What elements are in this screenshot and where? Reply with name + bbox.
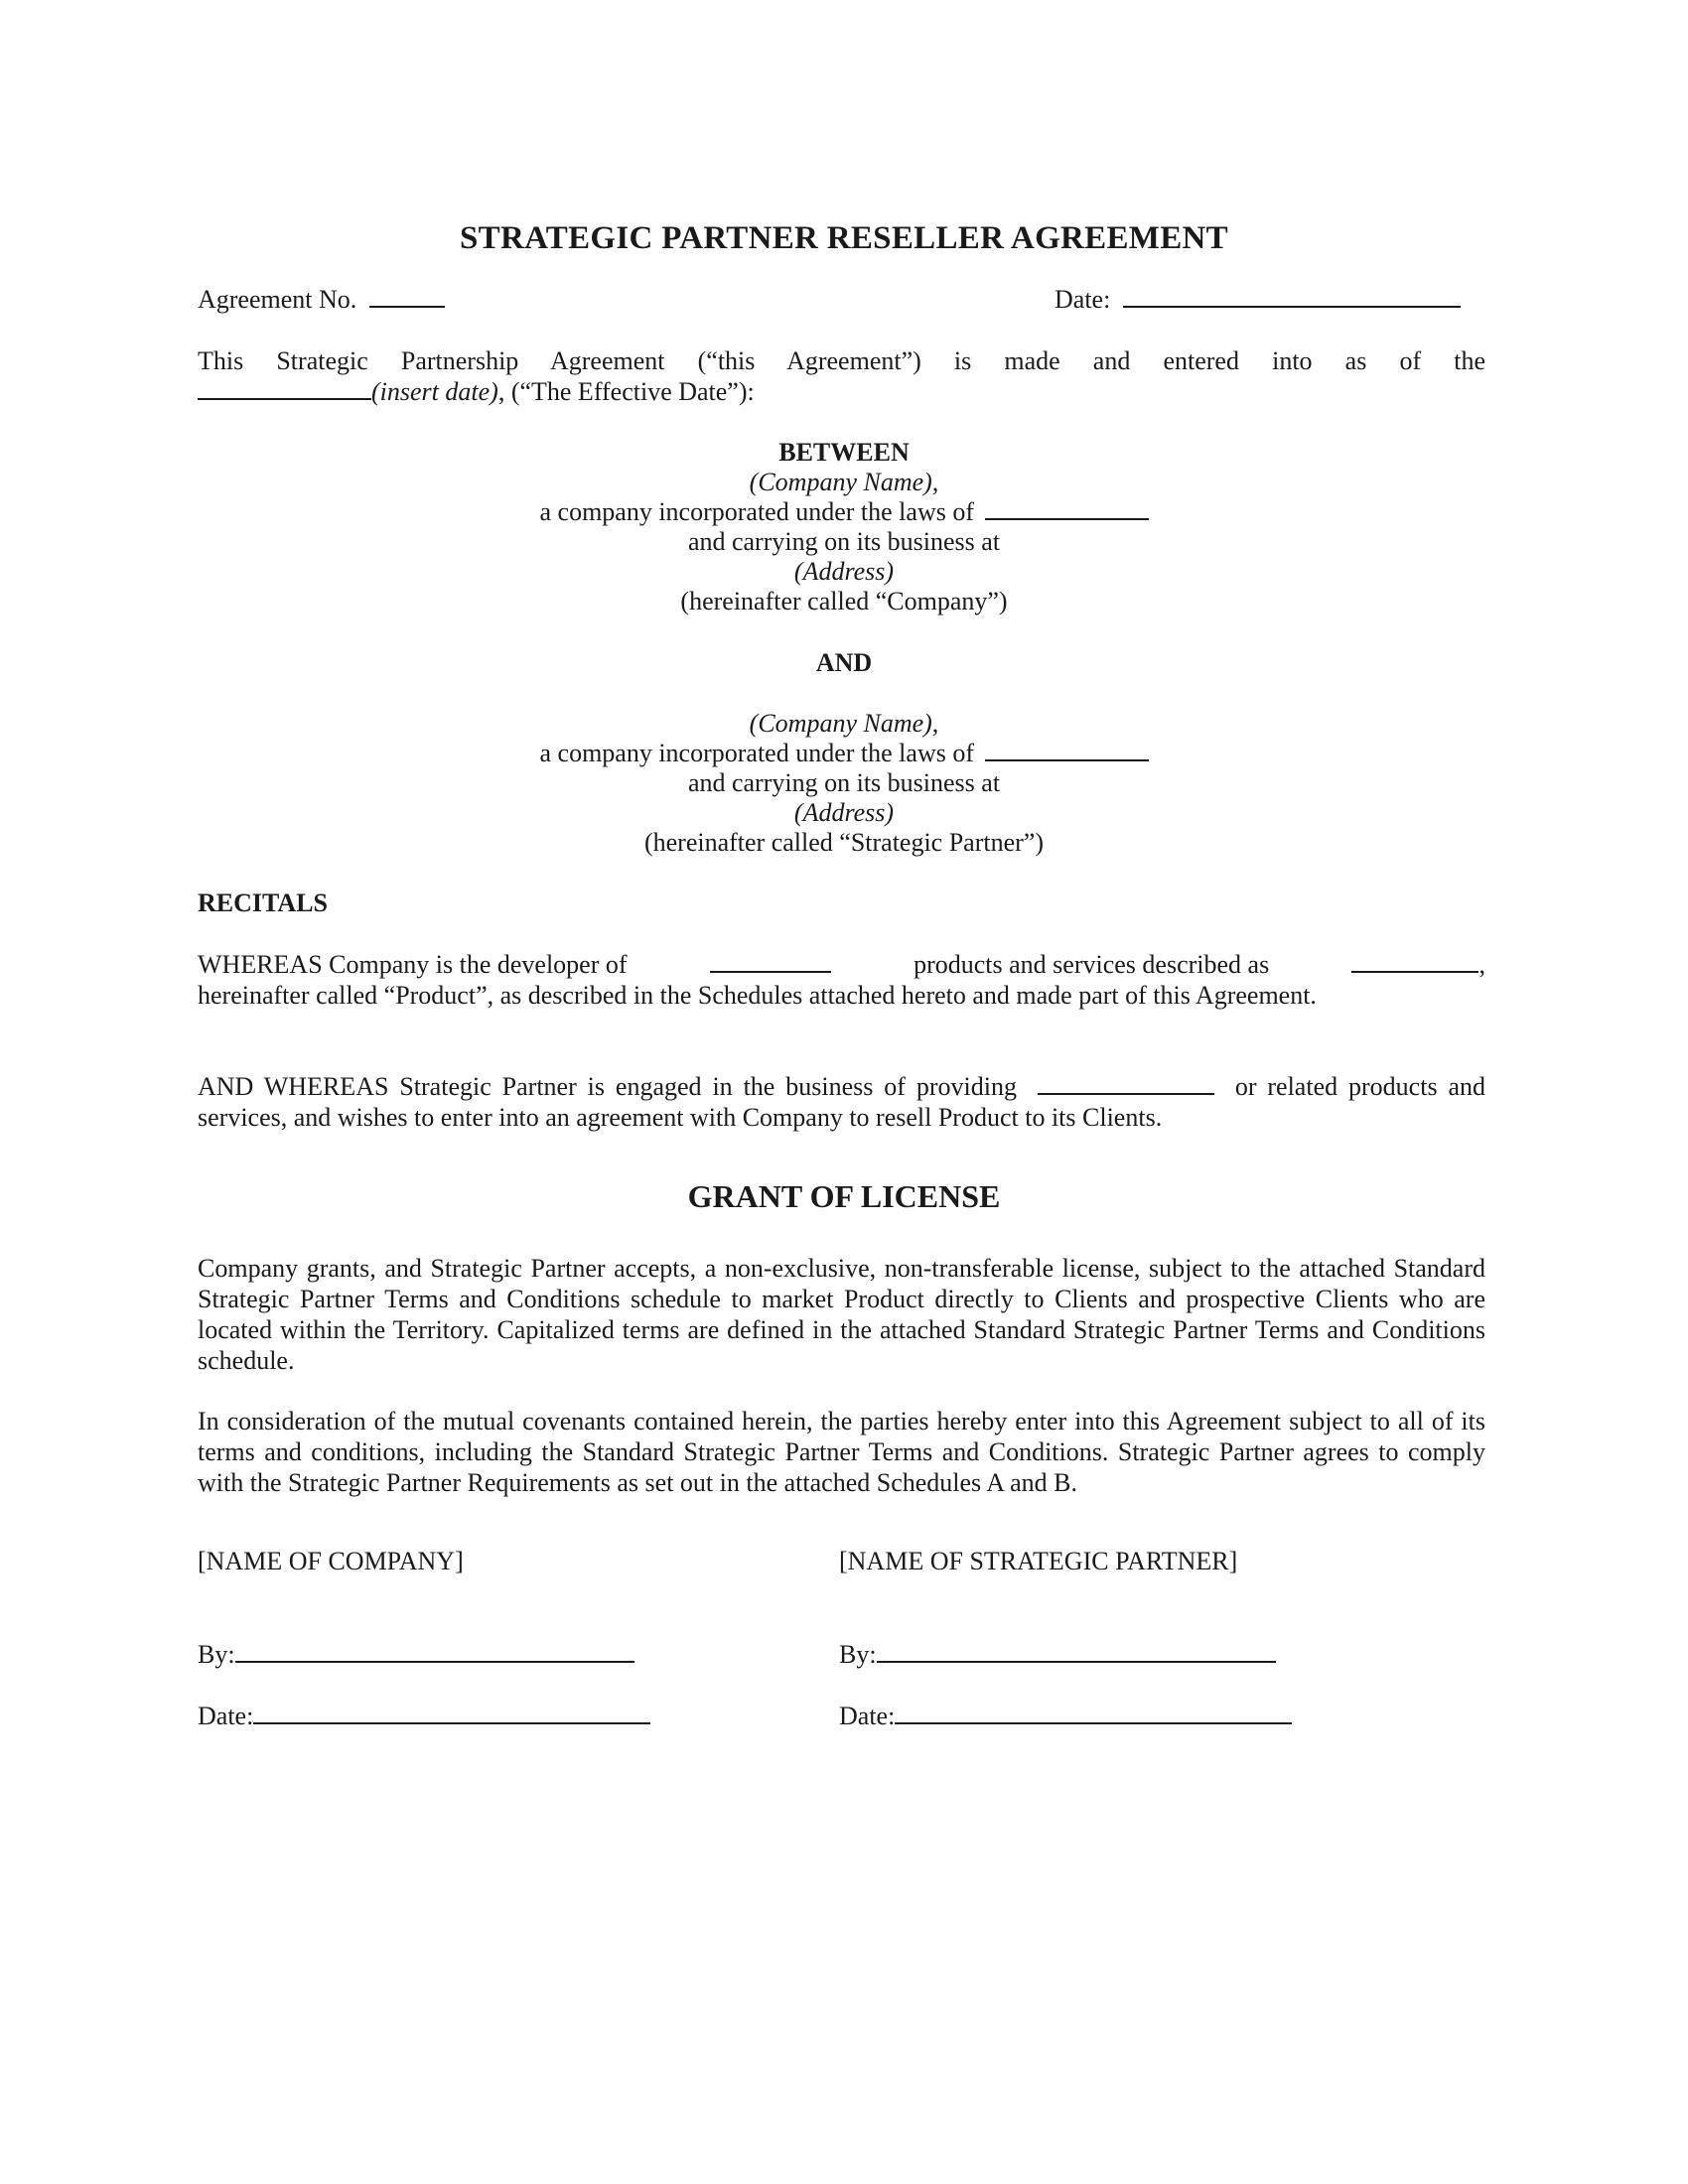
- and-hereinafter: (hereinafter called “Strategic Partner”): [643, 828, 1045, 857]
- partner-date-line: [839, 1701, 1292, 1731]
- recitals-heading: RECITALS: [198, 888, 329, 917]
- whereas-line-1: WHEREAS Company is the developer of products and services described as ,: [198, 950, 1485, 979]
- whereas-developer-text: WHEREAS Company is the developer of: [198, 950, 628, 979]
- and-whereas-text-b: or related products and services, and wishes to enter into an agreement with Company to resell Product to its Clients.: [198, 1072, 1486, 1132]
- partner-by-line: [839, 1639, 1276, 1670]
- agreement-number-label: Agreement No.: [198, 285, 357, 314]
- between-incorporated-text: a company incorporated under the laws of: [539, 497, 974, 526]
- and-company-name: (Company Name),: [749, 709, 939, 738]
- and-whereas-paragraph: [198, 1071, 1485, 1133]
- header-date-label: Date:: [1055, 285, 1111, 314]
- between-heading: BETWEEN: [778, 438, 910, 467]
- agreement-number-blank: [369, 284, 445, 308]
- between-business-line: and carrying on its business at: [687, 527, 1001, 556]
- effective-date-blank: [198, 376, 371, 400]
- and-heading: AND: [815, 648, 873, 677]
- partner-date-label: Date:: [839, 1702, 896, 1730]
- company-signature-blank: [235, 1639, 634, 1663]
- whereas-continuation: hereinafter called “Product”, as described in the Schedules attached hereto and made part of this Agreement.: [198, 981, 1317, 1010]
- agreement-number-line: [198, 284, 445, 315]
- and-business-line: and carrying on its business at: [687, 768, 1001, 797]
- insert-date-note: (insert date): [371, 377, 498, 406]
- between-incorporated-line: [0, 496, 1688, 527]
- intro-line-1: This Strategic Partnership Agreement (“this Agreement”) is made and entered into as of the: [198, 346, 1485, 375]
- company-date-label: Date:: [198, 1702, 254, 1730]
- company-date-blank: [253, 1701, 650, 1724]
- and-jurisdiction-blank: [985, 738, 1149, 761]
- partner-signatory-name: [NAME OF STRATEGIC PARTNER]: [839, 1547, 1238, 1575]
- between-jurisdiction-blank: [985, 496, 1149, 520]
- and-incorporated-text: a company incorporated under the laws of: [539, 739, 974, 767]
- between-company-name: (Company Name),: [749, 468, 939, 496]
- company-signatory-name: [NAME OF COMPANY]: [198, 1547, 464, 1575]
- whereas-product-blank: [710, 949, 831, 973]
- effective-date-text: , (“The Effective Date”):: [497, 377, 755, 406]
- and-whereas-text-a: AND WHEREAS Strategic Partner is engaged in the business of providing: [198, 1072, 1017, 1101]
- header-date-line: [1055, 284, 1461, 315]
- partner-date-blank: [895, 1701, 1292, 1724]
- and-whereas-business-blank: [1038, 1071, 1214, 1095]
- company-by-line: [198, 1639, 634, 1670]
- partner-by-label: By:: [839, 1640, 877, 1669]
- whereas-description-blank: [1351, 949, 1478, 973]
- between-address: (Address): [793, 557, 895, 586]
- grant-paragraph-1: Company grants, and Strategic Partner accepts, a non-exclusive, non-transferable license, subject to the attached Standard Strategic Partner Terms and Conditions schedule to market Product directly to Clients and prospective Clients who are located within the Territory. Capitalized terms are defined in the attached Standard Strategic Partner Terms and Conditions schedule.: [198, 1254, 1485, 1375]
- between-hereinafter: (hereinafter called “Company”): [680, 587, 1008, 615]
- intro-line-2: [198, 376, 755, 407]
- document-title: STRATEGIC PARTNER RESELLER AGREEMENT: [460, 220, 1228, 256]
- header-date-blank: [1123, 284, 1461, 308]
- company-by-label: By:: [198, 1640, 235, 1669]
- whereas-described-text: products and services described as: [914, 950, 1270, 979]
- and-incorporated-line: [0, 738, 1688, 768]
- grant-paragraph-2: In consideration of the mutual covenants contained herein, the parties hereby enter into this Agreement subject to all of its terms and conditions, including the Standard Strategic Partner Terms and Conditions. Strategic Partner agrees to comply with the Strategic Partner Requirements as set out in the attached Schedules A and B.: [198, 1407, 1485, 1497]
- grant-heading: GRANT OF LICENSE: [687, 1178, 1001, 1214]
- partner-signature-blank: [877, 1639, 1276, 1663]
- company-date-line: [198, 1701, 650, 1731]
- and-address: (Address): [793, 798, 895, 827]
